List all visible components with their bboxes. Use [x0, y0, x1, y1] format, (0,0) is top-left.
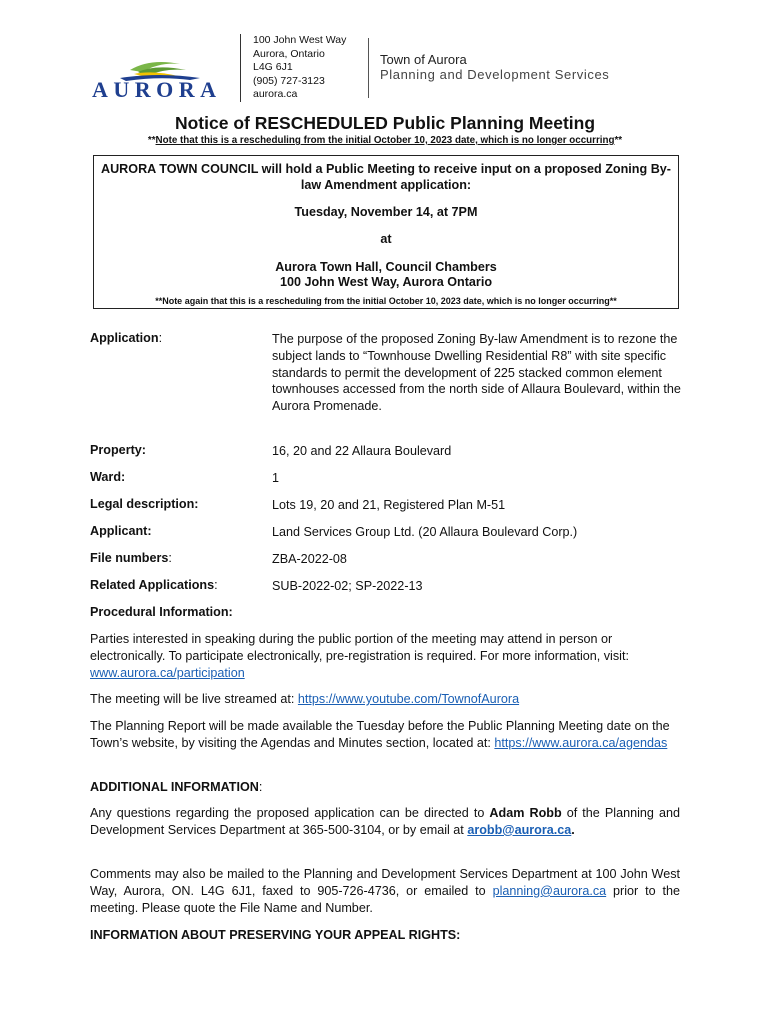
procedural-p3: The Planning Report will be made available the Tuesday before the Public Planning Meeting date on the Town’s website, by visiting the Agendas and Minutes section, located at: https://www.aurora.ca/agendas — [90, 719, 670, 750]
field-value: Lots 19, 20 and 21, Registered Plan M-51 — [272, 498, 506, 512]
meeting-box — [93, 155, 679, 309]
meeting-location: Aurora Town Hall, Council Chambers 100 John West Way, Aurora Ontario — [275, 260, 497, 289]
participation-link[interactable]: www.aurora.ca/participation — [90, 665, 245, 680]
additional-p1: Any questions regarding the proposed application can be directed to Adam Robb of the Planning and Development Services Department at 365-500-3104, or by email at arobb@aurora.ca. — [90, 806, 680, 837]
contact-name: Adam Robb — [489, 806, 562, 820]
planning-email-link[interactable]: planning@aurora.ca — [492, 883, 607, 898]
additional-heading: ADDITIONAL INFORMATION: — [90, 780, 263, 794]
procedural-p1: Parties interested in speaking during the public portion of the meeting may attend in person or electronically. To participate electronically, pre-registration is required. For more information, visit: www.aurora.ca/participation — [90, 632, 629, 680]
phone: (905) 727-3123 — [253, 74, 325, 87]
field-value: SUB-2022-02; SP-2022-13 — [272, 579, 423, 593]
page-title: Notice of RESCHEDULED Public Planning Meeting — [174, 113, 596, 133]
additional-p2: Comments may also be mailed to the Planning and Development Services Department at 100 John West Way, Aurora, ON. L4G 6J1, faxed to 905-726-4736, or emailed to planning@aurora.ca prior to the meeting. Please quote the File Name and Number. — [90, 867, 681, 915]
letterhead — [0, 0, 770, 105]
field-label: Application: — [90, 331, 163, 345]
aurora-logo — [90, 50, 220, 100]
meeting-at: at — [380, 232, 392, 246]
website: aurora.ca — [253, 88, 298, 101]
divider — [368, 38, 369, 98]
procedural-p2: The meeting will be live streamed at: https://www.youtube.com/TownofAurora — [90, 692, 520, 706]
procedural-heading: Procedural Information: — [90, 605, 233, 619]
field-value: The purpose of the proposed Zoning By-law Amendment is to rezone the subject lands to “Townhouse Dwelling Residential R8” with site specific standards to permit the development of 225 stacked common element townhouses accessed from the north side of Allaura Boulevard, within the Aurora Promenade. — [272, 332, 681, 414]
contact-email-link[interactable]: arobb@aurora.ca — [467, 822, 572, 837]
meeting-date: Tuesday, November 14, at 7PM — [294, 205, 478, 219]
agendas-link[interactable]: https://www.aurora.ca/agendas — [494, 735, 668, 750]
field-label: Legal description: — [90, 497, 199, 511]
address-block — [240, 34, 346, 102]
field-label: Property: — [90, 443, 146, 457]
address-line: Aurora, Ontario — [253, 47, 325, 60]
appeal-heading: INFORMATION ABOUT PRESERVING YOUR APPEAL RIGHTS: — [90, 928, 461, 942]
field-value: ZBA-2022-08 — [272, 552, 347, 566]
box-note: **Note again that this is a rescheduling from the initial October 10, 2023 date, which is no longer occurring** — [155, 296, 617, 306]
address-line: L4G 6J1 — [253, 61, 293, 74]
department-name: Planning and Development Services — [380, 67, 610, 82]
field-value: Land Services Group Ltd. (20 Allaura Boulevard Corp.) — [272, 525, 578, 539]
field-label: Related Applications: — [90, 578, 218, 592]
field-value: 1 — [272, 471, 280, 485]
field-label: File numbers: — [90, 551, 172, 565]
field-value: 16, 20 and 22 Allaura Boulevard — [272, 444, 452, 458]
address-line: 100 John West Way — [253, 34, 347, 46]
field-label: Ward: — [90, 470, 126, 484]
field-label: Applicant: — [90, 524, 152, 538]
org-name: Town of Aurora — [380, 52, 467, 67]
organization — [380, 52, 609, 82]
reschedule-note: **Note that this is a rescheduling from the initial October 10, 2023 date, which is no longer occurring** — [147, 135, 623, 146]
meeting-intro: AURORA TOWN COUNCIL will hold a Public Meeting to receive input on a proposed Zoning By-law Amendment application: — [100, 162, 671, 192]
youtube-link[interactable]: https://www.youtube.com/TownofAurora — [297, 692, 520, 706]
logo-wordmark: AURORA — [92, 77, 216, 100]
